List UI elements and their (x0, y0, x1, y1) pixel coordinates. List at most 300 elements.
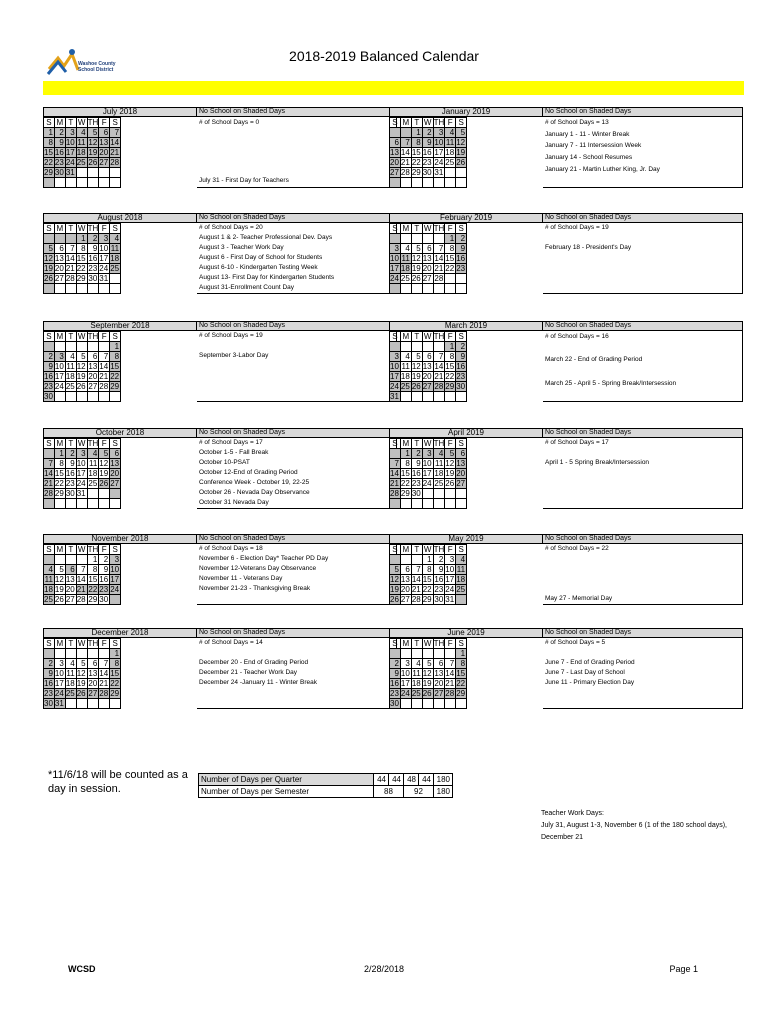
day-cell: 26 (445, 479, 455, 488)
event-note: December 21 - Teacher Work Day (199, 669, 298, 676)
day-cell: 8 (422, 565, 433, 575)
day-cell: 5 (411, 244, 422, 254)
weekday-header-row (44, 545, 121, 555)
weekday-label: T (65, 118, 76, 128)
day-cell (110, 595, 121, 605)
day-cell (422, 178, 433, 188)
event-note: # of School Days = 14 (199, 639, 263, 646)
no-school-note: No School on Shaded Days (197, 213, 397, 223)
day-cell: 29 (110, 382, 120, 391)
day-cell: 1 (54, 449, 65, 459)
week-row (390, 565, 467, 575)
day-cell: 17 (110, 575, 120, 584)
day-cell: 27 (422, 274, 432, 283)
event-note: November 12-Veterans Day Observance (199, 565, 317, 572)
day-cell: 21 (110, 148, 120, 157)
day-cell: 3 (54, 659, 65, 669)
weekday-label: TH (433, 545, 445, 554)
day-cell: 5 (422, 659, 433, 669)
day-cell: 20 (434, 679, 444, 688)
day-cell: 15 (411, 148, 421, 157)
no-school-note: No School on Shaded Days (197, 534, 397, 544)
event-note: March 22 - End of Grading Period (545, 356, 643, 364)
day-cell (433, 499, 445, 509)
week-row (390, 362, 467, 372)
day-cell: 14 (110, 138, 120, 147)
day-cell (411, 499, 422, 509)
day-cell: 18 (434, 469, 444, 478)
day-cell: 25 (65, 689, 75, 698)
day-cell (422, 489, 433, 499)
event-note (543, 498, 742, 508)
month-notes (543, 331, 743, 402)
day-cell: 10 (99, 244, 109, 253)
day-cell (76, 555, 87, 565)
event-note (543, 448, 742, 458)
event-note: October 31 Nevada Day (199, 499, 269, 506)
day-cell (445, 499, 456, 509)
event-note (543, 698, 742, 708)
day-cell (400, 499, 411, 509)
month-name: October 2018 (43, 428, 197, 438)
month-notes (197, 117, 397, 188)
day-cell (422, 699, 433, 709)
day-cell (44, 178, 55, 188)
no-school-note: No School on Shaded Days (197, 321, 397, 331)
week-row (44, 254, 121, 264)
day-cell: 4 (400, 352, 411, 362)
weekday-label: F (445, 118, 456, 128)
day-cell (44, 284, 55, 294)
day-cell: 2 (433, 555, 445, 565)
no-school-note: No School on Shaded Days (543, 321, 743, 331)
day-cell: 17 (390, 264, 399, 273)
day-cell: 30 (434, 595, 444, 604)
day-cell: 26 (44, 274, 53, 283)
day-cell: 15 (110, 669, 120, 678)
day-cell: 19 (411, 372, 421, 381)
day-cell (411, 284, 422, 294)
day-cell (400, 649, 411, 659)
semester-row (199, 786, 453, 798)
day-cell: 27 (434, 689, 444, 698)
day-cell: 9 (44, 362, 55, 372)
day-cell: 16 (422, 148, 432, 157)
day-cell: 24 (434, 158, 444, 167)
weekday-label: M (54, 118, 65, 128)
day-cell (65, 342, 76, 352)
day-cell: 20 (422, 372, 432, 381)
day-cell (456, 499, 467, 509)
day-cell: 6 (390, 138, 401, 148)
day-cell (390, 284, 401, 294)
day-cell: 27 (422, 382, 432, 391)
week-row (390, 499, 467, 509)
weekday-header-row (390, 639, 467, 649)
teacher-work-days-heading: Teacher Work Days: (541, 810, 604, 817)
weekday-label: T (65, 545, 76, 555)
weekday-label: M (400, 545, 411, 555)
week-row (390, 679, 467, 689)
event-note (197, 164, 396, 176)
week-row (390, 479, 467, 489)
day-cell: 4 (411, 659, 422, 669)
day-cell: 4 (456, 555, 467, 565)
day-cell: 11 (44, 575, 53, 584)
weekday-label: T (411, 639, 422, 649)
month-name: August 2018 (43, 213, 197, 223)
event-note: # of School Days = 0 (199, 119, 260, 126)
day-cell: 6 (456, 449, 467, 459)
day-cell: 20 (54, 264, 64, 273)
day-cell: 11 (77, 138, 86, 147)
day-cell: 15 (445, 362, 455, 371)
day-cell (411, 392, 422, 402)
day-cell (110, 392, 121, 402)
day-cell (99, 178, 110, 188)
day-cell (400, 342, 411, 352)
day-cell: 6 (400, 565, 411, 575)
day-cell: 14 (76, 575, 86, 584)
week-row (44, 158, 121, 168)
weekday-label: S (390, 439, 401, 449)
event-note (197, 698, 396, 708)
day-cell: 14 (434, 362, 444, 371)
day-cell: 23 (99, 585, 109, 594)
day-cell: 19 (54, 585, 64, 594)
month-name: June 2019 (389, 628, 543, 638)
weekday-label: S (110, 439, 121, 449)
week-row (390, 595, 467, 605)
weekday-label: T (411, 224, 422, 234)
day-cell: 21 (400, 158, 410, 167)
week-row (44, 555, 121, 565)
weekday-label: S (390, 545, 401, 555)
day-cell (110, 499, 121, 509)
day-cell (76, 178, 87, 188)
day-cell: 10 (54, 362, 64, 371)
weekday-label: F (445, 439, 456, 449)
day-cell (76, 284, 87, 294)
day-cell: 25 (88, 479, 98, 488)
day-cell: 29 (456, 689, 466, 698)
month-grid (389, 223, 467, 294)
day-cell (87, 168, 99, 178)
week-row (390, 178, 467, 188)
day-cell: 8 (87, 565, 99, 575)
event-note (543, 688, 742, 698)
day-cell (456, 274, 467, 284)
week-row (390, 168, 467, 178)
day-cell: 10 (434, 138, 444, 147)
day-cell (400, 234, 411, 244)
asterisk-note: *11/6/18 will be counted as a day in session. (48, 769, 188, 795)
event-note (197, 594, 396, 604)
event-note: January 1 - 11 - Winter Break (545, 130, 630, 138)
day-cell: 18 (110, 254, 120, 263)
weekday-label: W (77, 332, 86, 341)
month-name: November 2018 (43, 534, 197, 544)
day-cell: 17 (65, 148, 75, 157)
weekday-label: TH (87, 332, 99, 341)
day-cell (110, 699, 121, 709)
day-cell (433, 392, 445, 402)
weekday-label: F (445, 639, 456, 649)
day-cell: 1 (411, 128, 422, 138)
event-note: February 18 - President's Day (545, 244, 632, 251)
day-cell: 30 (422, 168, 432, 177)
day-cell: 4 (65, 659, 76, 669)
day-cell: 15 (445, 254, 455, 263)
event-note (543, 263, 742, 273)
day-cell (87, 649, 99, 659)
day-cell: 5 (54, 565, 65, 575)
day-cell: 22 (110, 372, 120, 381)
day-cell: 12 (411, 254, 421, 263)
day-cell: 4 (65, 352, 76, 362)
day-cell: 7 (76, 565, 87, 575)
day-cell (400, 699, 411, 709)
day-cell (445, 284, 456, 294)
day-cell (110, 489, 121, 499)
day-cell (456, 392, 467, 402)
day-cell: 23 (456, 372, 466, 381)
day-cell: 9 (456, 244, 467, 254)
day-cell: 13 (400, 575, 410, 584)
month-name: April 2019 (389, 428, 543, 438)
day-cell: 12 (44, 254, 53, 263)
week-row (44, 499, 121, 509)
day-cell: 19 (76, 679, 86, 688)
week-row (44, 244, 121, 254)
day-cell (54, 499, 65, 509)
day-cell: 13 (65, 575, 75, 584)
day-cell (110, 284, 121, 294)
event-note: October 1-5 - Fall Break (199, 449, 269, 456)
day-cell: 3 (54, 352, 65, 362)
weekday-label: S (456, 439, 467, 449)
day-cell (422, 342, 433, 352)
weekday-label: M (400, 639, 411, 649)
day-cell (87, 392, 99, 402)
day-cell: 2 (44, 659, 55, 669)
day-cell (400, 128, 411, 138)
event-note (543, 366, 742, 378)
day-cell: 12 (422, 669, 432, 678)
day-cell: 14 (400, 148, 410, 157)
day-cell: 24 (445, 585, 455, 594)
day-cell (390, 342, 401, 352)
day-cell: 25 (456, 585, 466, 594)
week-row (44, 382, 121, 392)
event-note: # of School Days = 19 (199, 332, 263, 339)
month-notes (543, 638, 743, 709)
day-cell: 3 (445, 555, 456, 565)
day-cell: 4 (87, 449, 99, 459)
day-cell (456, 699, 467, 709)
day-cell (433, 284, 445, 294)
day-cell: 6 (433, 659, 445, 669)
day-cell: 4 (445, 128, 456, 138)
day-cell: 6 (110, 449, 121, 459)
day-cell: 22 (445, 264, 455, 273)
day-cell: 25 (445, 158, 455, 167)
month-notes (543, 544, 743, 605)
day-cell: 27 (456, 479, 466, 488)
day-cell (99, 499, 110, 509)
day-cell: 22 (411, 158, 421, 167)
weekday-label: F (445, 224, 456, 234)
event-note (197, 381, 396, 391)
week-row (44, 128, 121, 138)
weekday-label: M (400, 439, 411, 449)
weekday-label: T (411, 118, 422, 128)
weekday-label: F (99, 332, 110, 342)
week-row (390, 158, 467, 168)
day-cell: 27 (65, 595, 75, 604)
day-cell: 13 (422, 254, 432, 263)
days-per-period-table (198, 773, 453, 798)
day-cell (99, 342, 110, 352)
day-cell: 30 (88, 274, 98, 283)
day-cell: 16 (54, 148, 64, 157)
day-cell: 4 (44, 565, 55, 575)
weekday-label: TH (433, 224, 445, 233)
day-cell (99, 392, 110, 402)
weekday-label: TH (433, 332, 445, 341)
month-name: January 2019 (389, 107, 543, 117)
day-cell: 7 (65, 244, 76, 254)
day-cell: 18 (76, 148, 86, 157)
month-notes (197, 544, 397, 605)
day-cell: 17 (76, 469, 86, 478)
event-note (197, 140, 396, 152)
day-cell: 8 (400, 459, 411, 469)
day-cell: 21 (76, 585, 86, 594)
day-cell: 19 (88, 148, 98, 157)
event-note: January 14 - School Resumes (545, 153, 633, 161)
day-cell: 6 (99, 128, 110, 138)
day-cell: 15 (76, 254, 86, 263)
event-note: # of School Days = 13 (545, 119, 609, 126)
svg-text:School District: School District (78, 67, 114, 73)
weekday-label: S (390, 118, 401, 128)
day-cell: 27 (88, 689, 98, 698)
day-cell: 15 (422, 575, 432, 584)
day-cell: 11 (401, 254, 410, 263)
event-note (197, 129, 396, 141)
day-cell: 24 (390, 382, 399, 391)
day-cell: 5 (76, 352, 87, 362)
day-cell: 16 (456, 362, 466, 371)
day-cell: 20 (456, 469, 466, 478)
day-cell: 23 (390, 689, 399, 698)
week-row (44, 489, 121, 499)
day-cell: 2 (422, 128, 433, 138)
week-row (44, 659, 121, 669)
day-cell: 15 (44, 148, 53, 157)
week-row (390, 244, 467, 254)
week-row (390, 669, 467, 679)
weekday-label: W (423, 224, 432, 233)
day-cell: 1 (400, 449, 411, 459)
event-note (543, 574, 742, 584)
week-row (44, 372, 121, 382)
event-note (197, 371, 396, 381)
day-cell: 19 (445, 469, 455, 478)
day-cell: 29 (411, 168, 421, 177)
event-note (543, 648, 742, 658)
event-note: Conference Week - October 19, 22-25 (199, 479, 310, 486)
weekday-label: S (456, 118, 467, 128)
day-cell: 30 (54, 168, 64, 177)
weekday-label: W (77, 545, 86, 554)
day-cell: 2 (390, 659, 401, 669)
day-cell: 1 (87, 555, 99, 565)
day-cell (445, 178, 456, 188)
day-cell: 9 (44, 669, 55, 679)
day-cell: 21 (434, 264, 444, 273)
day-cell: 7 (433, 244, 445, 254)
day-cell: 13 (54, 254, 64, 263)
day-cell: 17 (400, 679, 410, 688)
day-cell (87, 284, 99, 294)
day-cell: 13 (456, 459, 466, 468)
weekday-label: S (110, 639, 121, 649)
day-cell: 5 (445, 449, 456, 459)
day-cell: 16 (88, 254, 98, 263)
week-row (390, 372, 467, 382)
day-cell: 29 (400, 489, 410, 498)
month-grid (43, 438, 121, 509)
week-row (390, 392, 467, 402)
event-note: August 3 - Teacher Work Day (199, 244, 284, 251)
month-name: July 2018 (43, 107, 197, 117)
day-cell: 25 (400, 274, 410, 283)
week-row (390, 148, 467, 158)
week-row (390, 555, 467, 565)
day-cell: 2 (456, 234, 467, 244)
day-cell (65, 699, 76, 709)
day-cell: 28 (99, 689, 109, 698)
week-row (390, 382, 467, 392)
event-note (543, 389, 742, 401)
weekday-label: M (54, 639, 65, 649)
weekday-label: TH (433, 118, 445, 127)
day-cell: 23 (54, 158, 64, 167)
day-cell: 19 (456, 148, 466, 157)
day-cell: 26 (456, 158, 466, 167)
day-cell: 26 (411, 382, 421, 391)
day-cell (400, 555, 411, 565)
day-cell: 28 (76, 595, 86, 604)
no-school-note: No School on Shaded Days (197, 107, 397, 117)
month-notes (197, 331, 397, 402)
day-cell: 12 (54, 575, 64, 584)
weekday-label: TH (433, 639, 445, 648)
weekday-label: TH (433, 439, 445, 448)
weekday-label: TH (87, 118, 99, 127)
weekday-label: T (65, 639, 76, 649)
day-cell: 30 (44, 699, 53, 708)
weekday-label: S (44, 545, 55, 555)
event-note (197, 688, 396, 698)
week-row (44, 585, 121, 595)
week-row (44, 575, 121, 585)
day-cell: 22 (422, 585, 432, 594)
day-cell: 8 (110, 352, 121, 362)
month-notes (543, 438, 743, 509)
